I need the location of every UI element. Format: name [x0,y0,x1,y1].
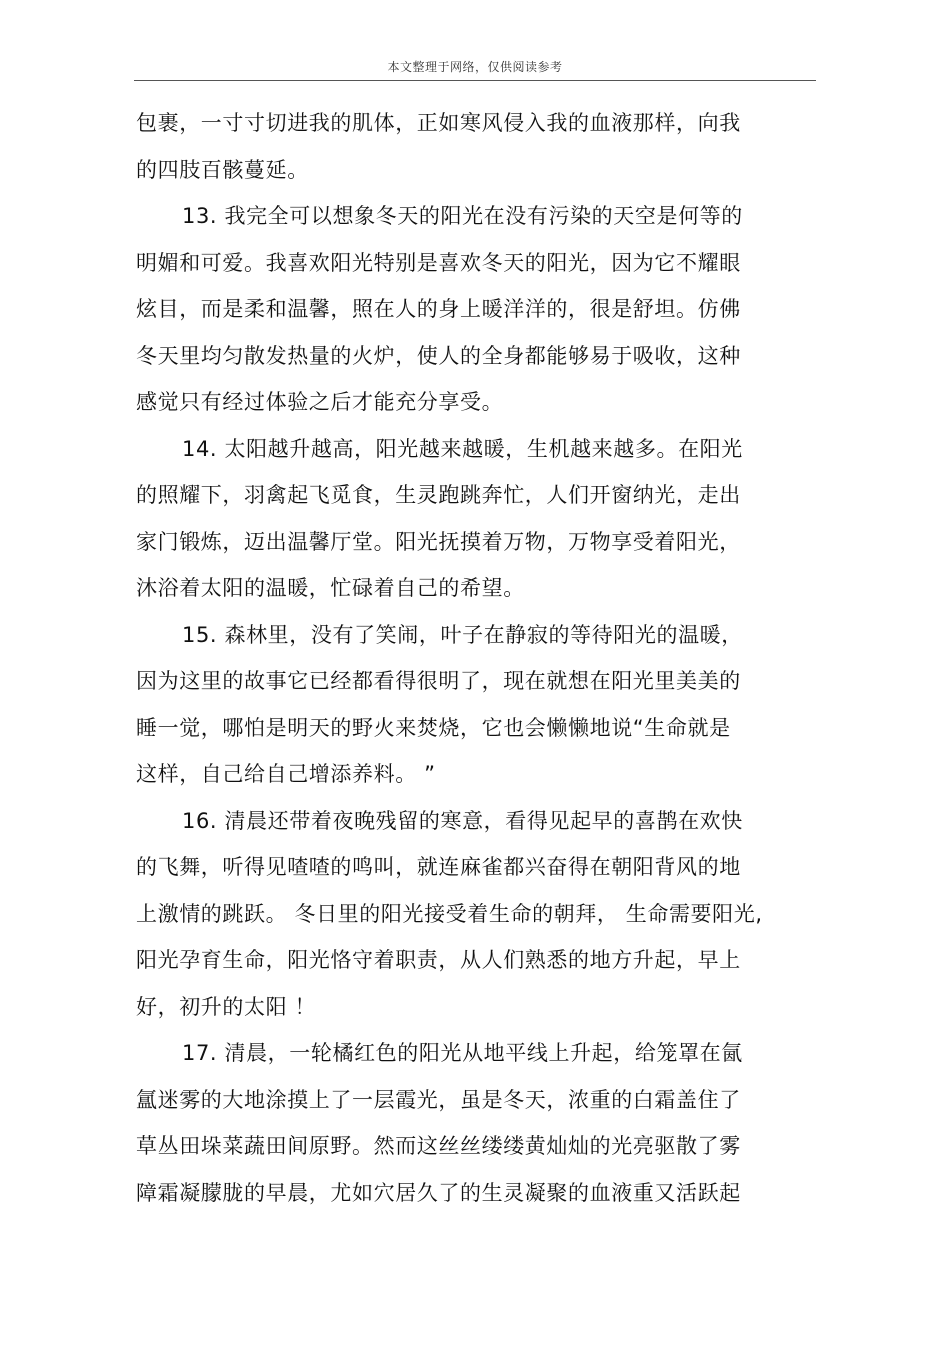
text-line: 明媚和可爱。我喜欢阳光特别是喜欢冬天的阳光，因为它不耀眼 [136,250,741,275]
text-line: 障霜凝朦胧的早晨，尤如穴居久了的生灵凝聚的血液重又活跃起 [136,1180,741,1205]
text-line: 冬天里均匀散发热量的火炉，使人的全身都能够易于吸收，这种 [136,343,741,368]
text-line: 睡一觉，哪怕是明天的野火来焚烧，它也会懒懒地说“生命就是 [136,715,731,740]
text-line: 炫目，而是柔和温馨，照在人的身上暖洋洋的，很是舒坦。仿佛 [136,297,741,321]
text-line: 草丛田垛菜蔬田间原野。然而这丝丝缕缕黄灿灿的光亮驱散了雾 [136,1134,741,1158]
header-divider [134,80,816,81]
text-line: 沐浴着太阳的温暖，忙碌着自己的希望。 [136,576,525,600]
paragraph-16-start: 16. 清晨还带着夜晚残留的寒意，看得见起早的喜鹊在欢快 [182,808,743,833]
document-body [136,100,796,1216]
text-line: 上激情的跳跃。 冬日里的阳光接受着生命的朝拜， 生命需要阳光, [136,901,763,926]
text-line: 好，初升的太阳 ！ [136,994,317,1019]
text-line: 这样，自己给自己增添养料。 ” [136,762,436,786]
paragraph-14-start: 14. 太阳越升越高，阳光越来越暖，生机越来越多。在阳光 [182,436,743,461]
text-line: 家门锻炼，迈出温馨厅堂。阳光抚摸着万物，万物享受着阳光， [136,529,741,554]
text-line: 阳光孕育生命，阳光恪守着职责，从人们熟悉的地方升起，早上 [136,948,741,972]
text-line: 因为这里的故事它已经都看得很明了，现在就想在阳光里美美的 [136,669,741,693]
text-line: 的照耀下，羽禽起飞觅食，生灵跑跳奔忙，人们开窗纳光，走出 [136,483,741,507]
paragraph-17-start: 17. 清晨，一轮橘红色的阳光从地平线上升起，给笼罩在氤 [182,1041,743,1065]
paragraph-13-start: 13. 我完全可以想象冬天的阳光在没有污染的天空是何等的 [182,204,743,228]
text-line: 的四肢百骸蔓延。 [136,157,309,182]
text-line: 包裹，一寸寸切进我的肌体，正如寒风侵入我的血液那样，向我 [136,111,741,135]
text-line: 的飞舞，听得见喳喳的鸣叫，就连麻雀都兴奋得在朝阳背风的地 [136,855,741,879]
text-line: 感觉只有经过体验之后才能充分享受。 [136,390,504,414]
text-line: 氲迷雾的大地涂摸上了一层霞光，虽是冬天，浓重的白霜盖住了 [136,1087,741,1112]
page-header: 本文整理于网络，仅供阅读参考 [387,60,563,74]
paragraph-15-start: 15. 森林里，没有了笑闹，叶子在静寂的等待阳光的温暖， [182,622,743,647]
